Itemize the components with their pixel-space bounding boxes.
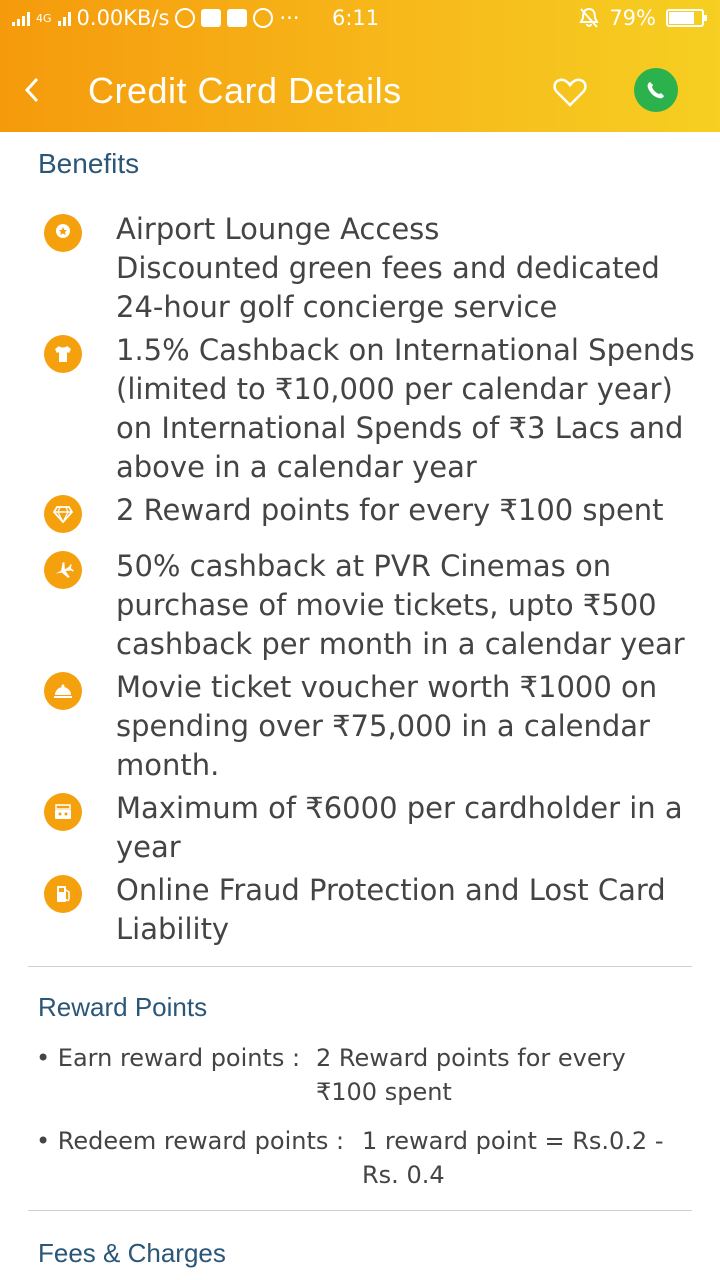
- earn-reward-label: • Earn reward points :: [36, 1044, 301, 1072]
- battery-percent: 79%: [609, 6, 656, 30]
- diamond-icon: [44, 495, 82, 533]
- section-divider: [28, 1210, 692, 1211]
- benefit-text: Airport Lounge Access Discounted green fees and dedicated 24-hour golf concierge service: [116, 212, 660, 324]
- benefit-text: 50% cashback at PVR Cinemas on purchase of movie tickets, upto ₹500 cashback per month in a calendar year: [116, 549, 685, 661]
- whatsapp-icon: [643, 77, 669, 103]
- clock: 6:11: [332, 6, 380, 30]
- movie-ticket-icon: [44, 793, 82, 831]
- top-app-bar: [0, 0, 720, 132]
- award-badge-icon: [44, 214, 82, 252]
- network-speed: 0.00KB/s: [76, 6, 170, 30]
- app-header: [0, 60, 720, 128]
- reward-points-heading: Reward Points: [38, 992, 208, 1022]
- favorite-heart-icon[interactable]: [552, 74, 588, 110]
- whatsapp-share-button[interactable]: [634, 68, 678, 112]
- whatsapp-notification-icon: [253, 8, 273, 28]
- battery-icon: [666, 9, 704, 27]
- benefit-text: 2 Reward points for every ₹100 spent: [116, 493, 664, 527]
- message-icon: [227, 9, 247, 27]
- fuel-pump-icon: [44, 875, 82, 913]
- signal-strength-2-icon: [58, 10, 71, 26]
- redeem-reward-value: 1 reward point = Rs.0.2 - Rs. 0.4: [362, 1127, 664, 1189]
- more-notifications-icon: ···: [279, 6, 300, 30]
- redeem-reward-row: [36, 1124, 696, 1192]
- tshirt-icon: [44, 335, 82, 373]
- redeem-reward-label: • Redeem reward points :: [36, 1127, 345, 1155]
- dining-cloche-icon: [44, 672, 82, 710]
- earn-reward-value: 2 Reward points for every ₹100 spent: [316, 1044, 626, 1106]
- benefit-text: 1.5% Cashback on International Spends (limited to ₹10,000 per calendar year) on International Spends of ₹3 Lacs and above in a calendar year: [116, 333, 695, 484]
- airplane-icon: [44, 551, 82, 589]
- benefits-heading: Benefits: [38, 148, 140, 179]
- benefit-text: Movie ticket voucher worth ₹1000 on spending over ₹75,000 in a calendar month.: [116, 670, 658, 782]
- chevron-left-icon: [22, 75, 42, 105]
- gmail-icon: [201, 9, 221, 27]
- benefit-text: Maximum of ₹6000 per cardholder in a year: [116, 791, 683, 864]
- page-title: Credit Card Details: [88, 70, 402, 111]
- fees-charges-heading[interactable]: Fees & Charges: [38, 1238, 226, 1268]
- benefit-text: Online Fraud Protection and Lost Card Liability: [116, 873, 666, 946]
- network-type-label: 4G: [36, 11, 52, 25]
- signal-strength-icon: [12, 10, 30, 26]
- back-button[interactable]: [14, 66, 50, 114]
- status-bar: [0, 0, 720, 38]
- earn-reward-row: [36, 1041, 696, 1109]
- phone-call-icon: [175, 8, 195, 28]
- section-divider: [28, 966, 692, 967]
- bell-muted-icon: [579, 7, 599, 29]
